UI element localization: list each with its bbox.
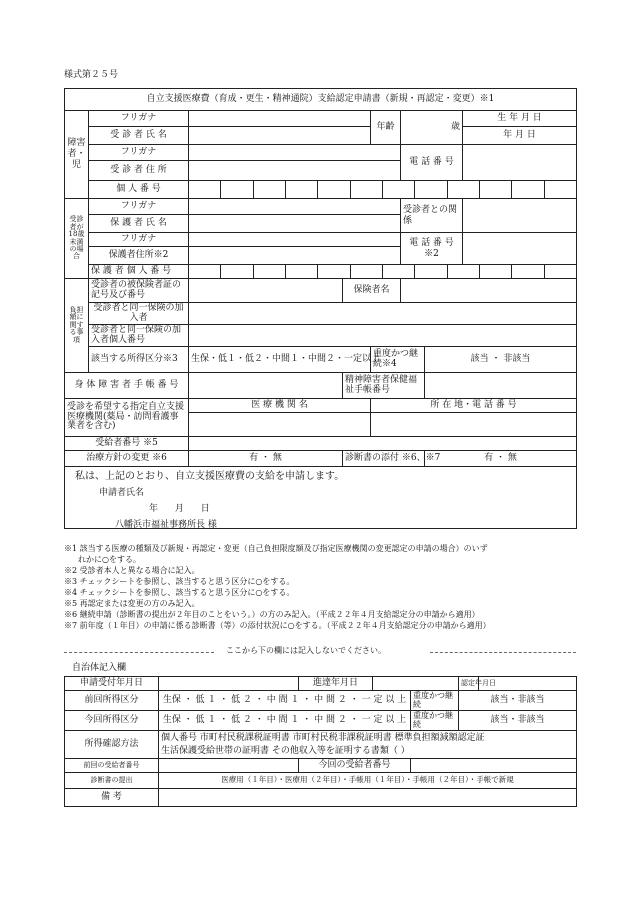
prev-severe-label: 重度かつ継続 (411, 691, 459, 711)
patient-address-label: 受 診 者 住 所 (89, 161, 189, 181)
received-date-field[interactable] (159, 677, 299, 691)
guardian-phone-label: 電 話 番 号 ※2 (401, 233, 463, 265)
guardian-relation-field[interactable] (463, 199, 577, 233)
prev-recipient-label: 前回の受給者番号 (65, 759, 159, 773)
prev-recipient-field[interactable] (159, 759, 299, 773)
guardian-relation-label: 受診者との関 係 (401, 199, 463, 233)
diagnosis-attached-label: 診断書の添付 ※6、※7 (343, 451, 425, 467)
patient-address-furigana-label: フリガナ (89, 145, 189, 161)
cut-line-right (430, 652, 576, 653)
patient-address-furigana-field[interactable] (189, 145, 401, 161)
guardian-address-furigana-label: フリガナ (89, 233, 189, 247)
severe-options[interactable]: 該当 ・ 非該当 (425, 347, 577, 373)
guardian-furigana-label: フリガナ (89, 199, 189, 215)
note-3: ※3 チェックシートを参照し、該当すると思う区分に○をする。 (64, 577, 295, 586)
curr-severe-options[interactable]: 該当・非該当 (459, 711, 577, 731)
institution-name-field[interactable] (189, 413, 371, 437)
note-1: ※1 該当する医療の種類及び新規・再認定・変更（自己負担限度額及び指定医療機関の変更認定の申請の場合）のいず (64, 544, 488, 553)
form-title: 自立支援医療費（育成・更生・精神通院）支給認定申請書（新規・再認定・変更）※1 (65, 89, 577, 111)
income-method-line-2: 生活保護受給世帯の証明書 その他収入等を証明する書類（ ） (161, 745, 410, 756)
guardian-address-label: 保護者住所※2 (89, 247, 189, 265)
same-insurance-field[interactable] (189, 303, 577, 325)
guardian-section-label: 受診者が18歳未満の場合 (65, 199, 89, 279)
office-table (64, 676, 577, 807)
income-method-options[interactable] (159, 731, 577, 759)
diagnosis-submit-options[interactable]: 医療用（１年目）・医療用（２年目）・手帳用（１年目）・手帳用（２年目）・手帳で新規 (159, 773, 577, 789)
same-insurance-label: 受診者と同一保険の加入者 (89, 303, 189, 325)
patient-personal-no-label: 個 人 番 号 (89, 181, 189, 199)
prev-income-options[interactable]: 生保 ・ 低 １ ・ 低 ２ ・ 中 間 １ ・ 中 間 ２ ・ 一 定 以 上 (159, 691, 411, 711)
institution-name-label: 医 療 機 関 名 (189, 399, 371, 413)
guardian-address-furigana-field[interactable] (189, 233, 401, 247)
guardian-personal-no-label: 保 護 者 個 人 番 号 (89, 265, 189, 279)
guardian-furigana-field[interactable] (189, 199, 401, 215)
patient-personal-no-field[interactable] (189, 181, 577, 199)
patient-name-label: 受 診 者 氏 名 (89, 127, 189, 145)
remarks-field[interactable] (159, 789, 577, 807)
birth-field[interactable] (463, 127, 577, 145)
cut-line-text: ここから下の欄には記入しないでください。 (226, 646, 386, 655)
treatment-change-label: 治療方針の変更 ※6 (65, 451, 189, 467)
insurance-no-label: 受診者の被保険者証の記号及び番号 (89, 279, 189, 303)
physical-handbook-field[interactable] (189, 373, 343, 399)
note-7: ※7 前年度（１年目）の申請に係る診断書（等）の添付状況に○をする。（平成２２年４月支給認定分の申請から適用） (64, 621, 491, 630)
institution-address-field[interactable] (371, 413, 577, 437)
income-class-label: 該当する所得区分※3 (89, 347, 189, 373)
progress-date-label: 進達年月日 (299, 677, 373, 691)
applicant-label: 申請者氏名 (99, 488, 145, 498)
patient-name-field[interactable] (189, 127, 371, 145)
office-heading: 自治体記入欄 (72, 663, 127, 673)
note-2: ※2 受診者本人と異なる場合に記入。 (64, 566, 200, 575)
patient-furigana-label: フリガナ (89, 111, 189, 127)
approval-date-label: 認定年月日 (459, 677, 479, 691)
mental-handbook-label: 精神障害者保健福祉手帳番号 (343, 373, 425, 399)
same-insurance-no-label: 受診者と同一保険の加入者個人番号 (89, 325, 189, 347)
note-1-cont: れかに○をする。 (78, 555, 141, 564)
guardian-phone-field[interactable] (463, 233, 577, 265)
prev-income-label: 前回所得区分 (65, 691, 159, 711)
insurer-field[interactable] (401, 279, 577, 303)
curr-recipient-field[interactable] (411, 759, 577, 773)
recipient-no-field[interactable] (189, 437, 577, 451)
declaration-date: 年 月 日 (149, 504, 210, 514)
patient-phone-field[interactable] (463, 145, 577, 181)
progress-date-field[interactable] (373, 677, 459, 691)
patient-phone-label: 電 話 番 号 (401, 145, 463, 181)
birth-units: 年 月 日 (503, 130, 536, 141)
prev-severe-options[interactable]: 該当・非該当 (459, 691, 577, 711)
treatment-change-options[interactable]: 有 ・ 無 (189, 451, 343, 467)
remarks-label: 備 考 (65, 789, 159, 807)
desired-institution-label: 受診を希望する指定自立支援医療機関(薬局・訪問看護事業者を含む) (65, 399, 189, 437)
received-date-label: 申請受付年月日 (65, 677, 159, 691)
guardian-name-label: 保 護 者 氏 名 (89, 215, 189, 233)
note-5: ※5 再認定または変更の方のみ記入。 (64, 599, 200, 608)
physical-handbook-label: 身 体 障 害 者 手 帳 番 号 (65, 373, 189, 399)
insurance-no-field[interactable] (189, 279, 343, 303)
form-number: 様式第２５号 (64, 70, 119, 80)
cut-line-left (64, 652, 214, 653)
income-class-options[interactable]: 生保・低１・低２・中間１・中間２・一定以上 (189, 347, 371, 373)
curr-income-label: 今回所得区分 (65, 711, 159, 731)
guardian-address-field[interactable] (189, 247, 401, 265)
diagnosis-submit-label: 診断書の提出 (65, 773, 159, 789)
curr-severe-label: 重度かつ継続 (411, 711, 459, 731)
age-label: 年齢 (371, 111, 401, 145)
guardian-name-field[interactable] (189, 215, 401, 233)
note-6: ※6 継続申請（診断書の提出が２年目のことをいう。）の方のみ記入。（平成２２年４月支給認定分の申請から適用） (64, 610, 480, 619)
declaration-text: 私は、上記のとおり、自立支援医療費の支給を申請します。 (75, 471, 345, 482)
patient-section-label: 障害者・児 (65, 111, 89, 199)
recipient-no-label: 受給者番号 ※5 (65, 437, 189, 451)
application-form (64, 88, 577, 529)
patient-furigana-field[interactable] (189, 111, 371, 127)
age-field[interactable] (401, 111, 463, 145)
income-method-label: 所得確認方法 (65, 731, 159, 759)
diagnosis-attached-options[interactable]: 有 ・ 無 (425, 451, 577, 467)
declaration-box (65, 467, 577, 529)
guardian-personal-no-field[interactable] (189, 265, 577, 279)
age-unit: 歳 (450, 122, 460, 133)
note-4: ※4 チェックシートを参照し、該当すると思う区分に○をする。 (64, 588, 295, 597)
mental-handbook-field[interactable] (425, 373, 577, 399)
birth-label: 生 年 月 日 (463, 111, 577, 127)
income-method-line-1: 個人番号 市町村民税課税証明書 市町村民税非課税証明書 標準負担額減額認定証 (161, 732, 485, 743)
burden-section-label: 負担額に関する事項 (65, 279, 89, 373)
curr-income-options[interactable]: 生保 ・ 低 １ ・ 低 ２ ・ 中 間 １ ・ 中 間 ２ ・ 一 定 以 上 (159, 711, 411, 731)
curr-recipient-label: 今回の受給者番号 (299, 759, 411, 773)
patient-address-field[interactable] (189, 161, 401, 181)
same-insurance-no-field[interactable] (189, 325, 577, 347)
institution-address-label: 所 在 地・電 話 番 号 (371, 399, 577, 413)
insurer-label: 保険者名 (343, 279, 401, 303)
addressee: 八幡浜市福祉事務所長 様 (115, 520, 217, 530)
severe-label: 重度かつ継続※4 (371, 347, 425, 373)
